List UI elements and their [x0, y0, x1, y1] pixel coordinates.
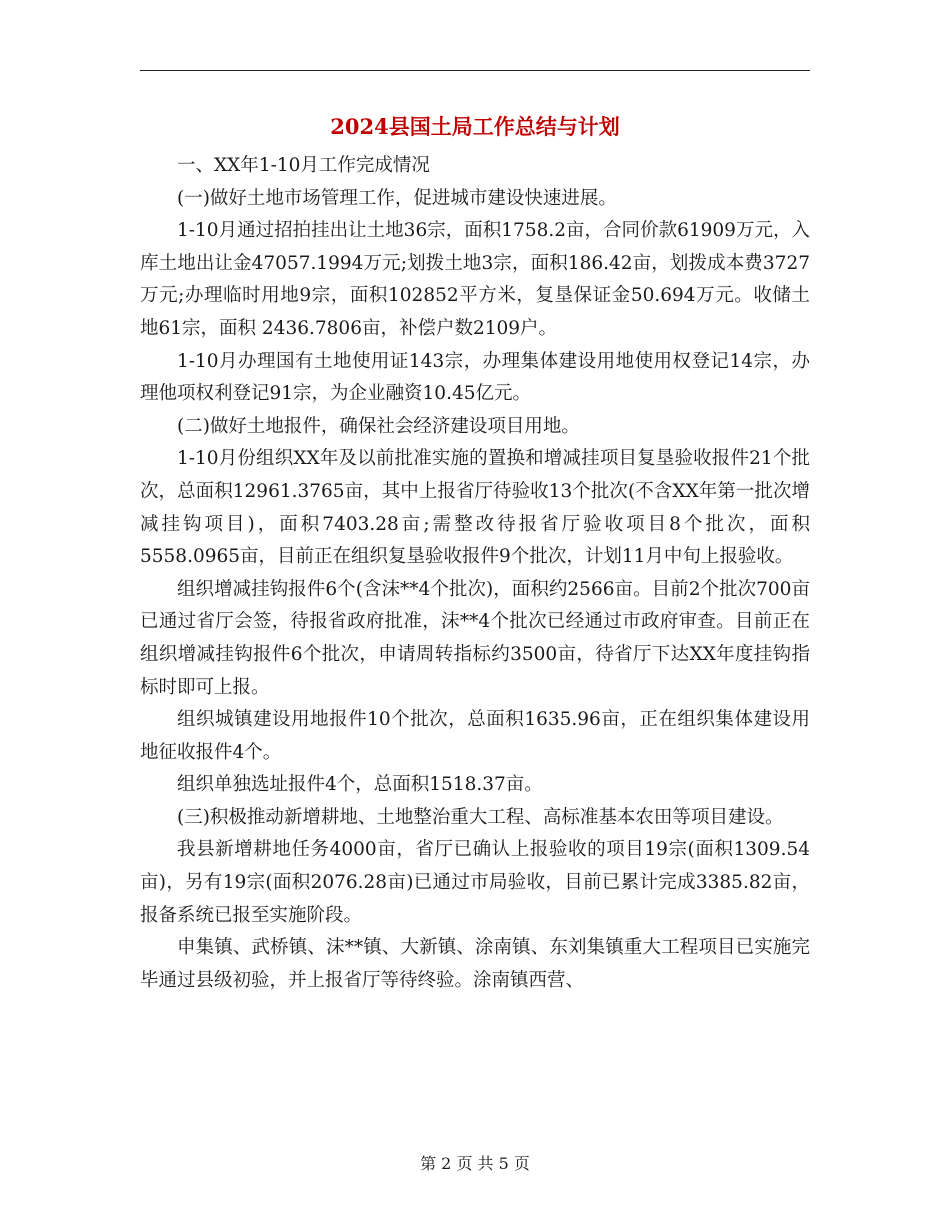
paragraph: 我县新增耕地任务4000亩，省厅已确认上报验收的项目19宗(面积1309.54亩)，另有19宗(面积2076.28亩)已通过市局验收，目前已累计完成3385.82亩，报备系统已报至实施阶段。 — [140, 839, 810, 926]
page-number-footer: 第 2 页 共 5 页 — [420, 1154, 530, 1173]
header-rule — [140, 70, 810, 71]
document-title: 2024县国土局工作总结与计划 — [330, 114, 620, 139]
document-body — [140, 150, 810, 997]
paragraph: 1-10月办理国有土地使用证143宗，办理集体建设用地使用权登记14宗，办理他项权利登记91宗，为企业融资10.45亿元。 — [140, 350, 810, 405]
section-heading: 一、XX年1-10月工作完成情况 — [177, 155, 430, 176]
paragraph: 组织单独选址报件4个，总面积1518.37亩。 — [177, 774, 543, 796]
paragraph: 组织增减挂钩报件6个(含沫**4个批次)，面积约2566亩。目前2个批次700亩已通过省厅会签，待报省政府批准，沫**4个批次已经通过市政府审查。目前正在组织增减挂钩报件6个批次，申请周转指标约3500亩，待省厅下达XX年度挂钩指标时即可上报。 — [140, 578, 810, 698]
paragraph: 1-10月份组织XX年及以前批准实施的置换和增减挂项目复垦验收报件21个批次，总面积12961.3765亩，其中上报省厅待验收13个批次(不含XX年第一批次增减挂钩项目)，面积7403.28亩;需整改待报省厅验收项目8个批次，面积5558.0965亩，目前正在组织复垦验收报件9个批次，计划11月中旬上报验收。 — [140, 448, 810, 568]
subsection-heading: (二)做好土地报件，确保社会经济建设项目用地。 — [177, 415, 580, 437]
subsection-heading: (三)积极推动新增耕地、土地整治重大工程、高标准基本农田等项目建设。 — [177, 806, 784, 828]
paragraph: 申集镇、武桥镇、沫**镇、大新镇、涂南镇、东刘集镇重大工程项目已实施完毕通过县级初验，并上报省厅等待终验。涂南镇西营、 — [140, 937, 810, 991]
subsection-heading: (一)做好土地市场管理工作，促进城市建设快速进展。 — [177, 187, 617, 209]
paragraph: 1-10月通过招拍挂出让土地36宗，面积1758.2亩，合同价款61909万元，入库土地出让金47057.1994万元;划拨土地3宗，面积186.42亩，划拨成本费3727万元;办理临时用地9宗，面积102852平方米，复垦保证金50.694万元。收储土地61宗，面积 2436.7806亩，补偿户数2109户。 — [140, 220, 810, 339]
paragraph: 组织城镇建设用地报件10个批次，总面积1635.96亩，正在组织集体建设用地征收报件4个。 — [140, 709, 810, 763]
